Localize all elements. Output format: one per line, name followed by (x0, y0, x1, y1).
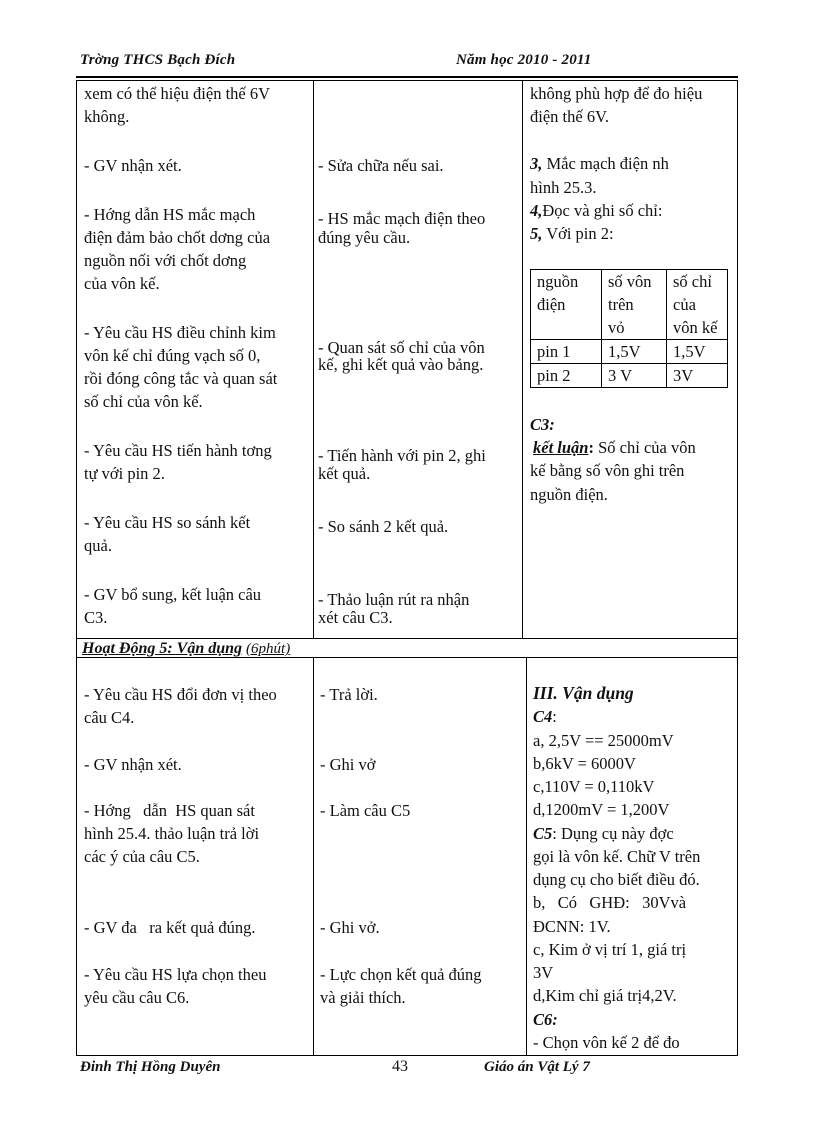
content-line: không phù hợp để đo hiệu (530, 84, 703, 103)
teacher-line: C3. (84, 608, 108, 627)
table-right-border (737, 80, 738, 1056)
student-line: kế, ghi kết quả vào bảng. (318, 355, 484, 374)
content-line: c, Kim ở vị trí 1, giá trị (533, 940, 687, 959)
header-rule (76, 76, 738, 78)
results-table (530, 269, 728, 388)
document-subject: Giáo án Vật Lý 7 (484, 1059, 590, 1075)
student-line: - Tiến hành với pin 2, ghi (318, 446, 486, 465)
row1-teacher-cell (84, 82, 306, 629)
table-row (531, 270, 728, 340)
student-line: - Làm câu C5 (320, 801, 411, 820)
section-heading: III. Vận dụng (533, 683, 634, 703)
row2-divider-1 (313, 657, 314, 1056)
student-line: - Thảo luận rút ra nhận (318, 590, 470, 609)
student-line: đúng yêu cầu. (318, 228, 411, 247)
content-line (530, 152, 730, 175)
section-title: Hoạt Động 5: Vận dụng (6phút) (82, 640, 291, 657)
table-header-cell: nguồn điện (531, 270, 602, 340)
teacher-line: rồi đóng công tắc và quan sát (84, 369, 278, 388)
teacher-line: - GV bổ sung, kết luận câu (84, 585, 262, 604)
teacher-line: của vôn kế. (84, 274, 160, 293)
c6-label: C6: (533, 1010, 558, 1029)
section-time: (6phút) (246, 641, 291, 657)
student-line: - Sửa chữa nếu sai. (318, 156, 444, 175)
table-cell: 3V (667, 364, 728, 388)
conclusion-line: kế bằng số vôn ghi trên (530, 461, 685, 480)
table-cell: pin 1 (531, 340, 602, 364)
step-number: 3, (530, 154, 543, 173)
teacher-line: không. (84, 107, 130, 126)
teacher-line: - GV đa ra kết quả đúng. (84, 918, 256, 937)
content-line: - Chọn vôn kế 2 để đo (533, 1033, 680, 1052)
row2-divider-2 (526, 657, 527, 1056)
row1-bottom-border (76, 638, 738, 639)
table-row (531, 364, 728, 388)
c5-label: C5 (533, 824, 553, 843)
content-line: b,6kV = 6000V (533, 754, 636, 773)
content-line: d,Kim chỉ giá trị4,2V. (533, 986, 677, 1005)
author-name: Đinh Thị Hồng Duyên (80, 1059, 221, 1075)
content-line: c,110V = 0,110kV (533, 777, 655, 796)
page-number: 43 (392, 1058, 408, 1075)
student-line: - Ghi vở (320, 755, 376, 774)
table-cell: pin 2 (531, 364, 602, 388)
content-line (530, 222, 614, 245)
student-line: - Ghi vở. (320, 918, 380, 937)
step-text: Với pin 2: (542, 224, 614, 243)
c4-label: C4 (533, 707, 553, 726)
teacher-line: - Yêu cầu HS so sánh kết (84, 513, 251, 532)
student-line: - HS mắc mạch điện theo (318, 209, 486, 228)
content-line: điện thế 6V. (530, 107, 609, 126)
school-name: Trờng THCS Bạch Đích (80, 52, 236, 68)
conclusion-line: kết luận: Số chỉ của vôn (533, 438, 696, 457)
student-line: xét câu C3. (318, 608, 393, 627)
conclusion-line: nguồn điện. (530, 485, 608, 504)
table-header-cell: số chỉ của vôn kế (667, 270, 728, 340)
teacher-line: vôn kế chỉ đúng vạch số 0, (84, 346, 261, 365)
content-line: dụng cụ cho biết điều đó. (533, 870, 700, 889)
teacher-line: - Yêu cầu HS tiến hành tơng (84, 441, 272, 460)
step-text: Đọc và ghi số chỉ: (542, 201, 663, 220)
teacher-line: nguồn nối với chốt dơng (84, 251, 247, 270)
teacher-line: yêu cầu câu C6. (84, 988, 190, 1007)
teacher-line: - Yêu cầu HS điều chỉnh kim (84, 323, 276, 342)
teacher-line: - Hớng dẫn HS mắc mạch (84, 205, 256, 224)
header-rule-thin (76, 80, 738, 81)
teacher-line: quả. (84, 536, 112, 555)
teacher-line: - GV nhận xét. (84, 156, 182, 175)
teacher-line: - Hớng dẫn HS quan sát (84, 801, 255, 820)
row1-divider-2 (522, 80, 523, 638)
table-cell: 3 V (602, 364, 667, 388)
student-line: - Quan sát số chỉ của vôn (318, 338, 485, 357)
student-line: - Trả lời. (320, 685, 378, 704)
conclusion-label: kết luận (533, 438, 589, 457)
content-line: a, 2,5V == 25000mV (533, 731, 674, 750)
school-year: Năm học 2010 - 2011 (456, 52, 592, 68)
teacher-line: hình 25.4. thảo luận trả lời (84, 824, 260, 843)
table-bottom-border (76, 1055, 738, 1056)
content-line: hình 25.3. (530, 178, 597, 197)
content-line: 3V (533, 963, 554, 982)
step-number: 5, (530, 224, 543, 243)
table-cell: 1,5V (667, 340, 728, 364)
content-line: C4: (533, 707, 557, 726)
table-header-cell: số vôn trên vỏ (602, 270, 667, 340)
step-text: Mắc mạch điện nh (542, 154, 669, 173)
student-line: - Lực chọn kết quả đúng (320, 965, 482, 984)
teacher-line: câu C4. (84, 708, 135, 727)
row1-divider-1 (313, 80, 314, 638)
content-line: ĐCNN: 1V. (533, 917, 611, 936)
teacher-line: điện đảm bảo chốt dơng của (84, 228, 271, 247)
content-line: gọi là vôn kế. Chữ V trên (533, 847, 701, 866)
teacher-line: - Yêu cầu HS đổi đơn vị theo (84, 685, 277, 704)
teacher-line: tự với pin 2. (84, 464, 165, 483)
c3-label: C3: (530, 415, 555, 434)
teacher-line: - Yêu cầu HS lựa chọn theu (84, 965, 267, 984)
student-line: kết quả. (318, 464, 371, 483)
teacher-line: - GV nhận xét. (84, 755, 182, 774)
content-line: C5: Dụng cụ này đợc (533, 824, 674, 843)
student-line: và giải thích. (320, 988, 406, 1007)
content-line: b, Có GHĐ: 30Vvà (533, 893, 687, 912)
teacher-line: xem có thể hiệu điện thế 6V (84, 84, 271, 103)
teacher-line: số chỉ của vôn kế. (84, 392, 203, 411)
teacher-line: các ý của câu C5. (84, 847, 200, 866)
content-line (530, 199, 662, 222)
step-number: 4, (530, 201, 543, 220)
student-line: - So sánh 2 kết quả. (318, 517, 449, 536)
content-line: d,1200mV = 1,200V (533, 800, 670, 819)
table-left-border (76, 80, 77, 1056)
table-cell: 1,5V (602, 340, 667, 364)
table-row (531, 340, 728, 364)
